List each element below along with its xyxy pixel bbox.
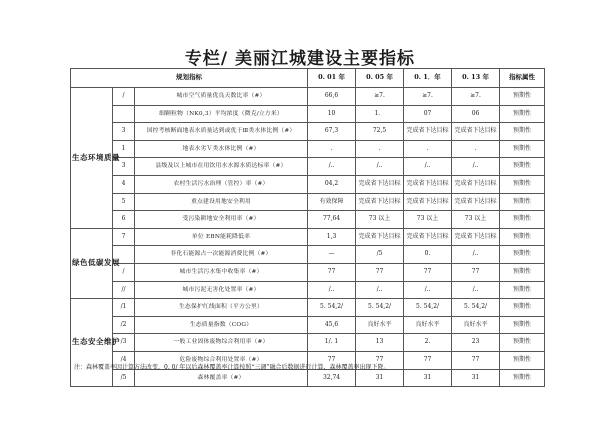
- indicator-name: 单位 EBN能耗降低率: [135, 228, 308, 246]
- value-col1: .: [308, 140, 356, 158]
- value-col2: 73 以上: [356, 211, 404, 229]
- value-col2: 77: [356, 351, 404, 369]
- value-col3: /..: [404, 281, 452, 299]
- value-col3: 5. 54,2/: [404, 299, 452, 317]
- value-col1: /..: [308, 158, 356, 176]
- value-col4: /..: [452, 158, 500, 176]
- row-number: 3: [113, 158, 135, 176]
- value-col2: /5: [356, 246, 404, 264]
- value-col1: —: [308, 246, 356, 264]
- indicator-name: 农村生活污水治理（管控）率（#）: [135, 175, 308, 193]
- row-number: /3: [113, 334, 135, 352]
- page-title: 专栏/ 美丽江城建设主要指标: [184, 49, 416, 69]
- indicator-name: 地表水劣Ｖ类水体比例（#）: [135, 140, 308, 158]
- indicator-name: 细颗粒物（NK0,3）平均浓度（微克/立方米）: [135, 105, 308, 123]
- value-col2: 完成省下达目标: [356, 175, 404, 193]
- category-eco-env: 生态环境质量: [71, 88, 113, 229]
- header-col1: 0. 01 年: [308, 69, 356, 88]
- value-col3: /..: [404, 158, 452, 176]
- value-col3: 77: [404, 351, 452, 369]
- indicator-attribute: 预期性: [500, 281, 545, 299]
- row-number: 4: [113, 175, 135, 193]
- value-col2: 1．: [356, 105, 404, 123]
- value-col4: 完成省下达目标: [452, 123, 500, 141]
- indicator-name: 县级及以上城市在用饮用水水源水质达标率（#）: [135, 158, 308, 176]
- value-col2: /..: [356, 158, 404, 176]
- table-row: [71, 211, 545, 229]
- indicator-attribute: 预期性: [500, 246, 545, 264]
- row-number: [113, 105, 135, 123]
- indicator-name: 一般工业固体废物综合利用率（#）: [135, 334, 308, 352]
- value-col4: 完成省下达目标: [452, 228, 500, 246]
- value-col2: 良好水平: [356, 316, 404, 334]
- table-header-row: [71, 69, 545, 88]
- table-row: [71, 175, 545, 193]
- indicator-attribute: 预期性: [500, 334, 545, 352]
- row-number: /5: [113, 369, 135, 387]
- row-number: 1: [113, 140, 135, 158]
- header-col3: 0. 1．年: [404, 69, 452, 88]
- value-col4: 5. 54,2/: [452, 299, 500, 317]
- value-col4: /..: [452, 246, 500, 264]
- row-number: /4: [113, 351, 135, 369]
- value-col1: 5. 54,2/: [308, 299, 356, 317]
- footnote: 注：森林覆盖率因计算方法改变，0. 0/ 年以后森林覆盖率计算按照“三调”融合后数据进行计算，森林覆盖率出现下降。: [74, 364, 390, 371]
- table-row: [71, 281, 545, 299]
- table-row: [71, 158, 545, 176]
- indicator-name: 重点建设用地安全利用: [135, 193, 308, 211]
- indicator-attribute: 预期性: [500, 140, 545, 158]
- category-eco-safety: 生态安全维护: [71, 299, 113, 387]
- value-col2: ≥7.: [356, 88, 404, 106]
- indicator-name: 生态质量指数（COG）: [135, 316, 308, 334]
- indicator-attribute: 预期性: [500, 88, 545, 106]
- value-col2: 31: [356, 369, 404, 387]
- value-col4: 完成省下达目标: [452, 193, 500, 211]
- value-col4: ≥7.: [452, 88, 500, 106]
- value-col1: 32,74: [308, 369, 356, 387]
- value-col1: /..: [308, 281, 356, 299]
- row-number: 5: [113, 193, 135, 211]
- value-col1: 1/. 1: [308, 334, 356, 352]
- indicator-attribute: 预期性: [500, 105, 545, 123]
- indicator-attribute: 预期性: [500, 228, 545, 246]
- value-col4: 31: [452, 369, 500, 387]
- value-col2: 完成省下达目标: [356, 228, 404, 246]
- indicator-name: 城市空气质量优良天数比率（#）: [135, 88, 308, 106]
- table-row: [71, 369, 545, 387]
- indicator-table: [70, 68, 545, 387]
- indicator-attribute: 预期性: [500, 193, 545, 211]
- value-col1: 77: [308, 263, 356, 281]
- value-col2: 5. 54,2/: [356, 299, 404, 317]
- value-col1: 1,3: [308, 228, 356, 246]
- indicator-attribute: 预期性: [500, 299, 545, 317]
- indicator-attribute: 预期性: [500, 351, 545, 369]
- value-col3: 07: [404, 105, 452, 123]
- value-col1: 04,2: [308, 175, 356, 193]
- value-col4: 23: [452, 334, 500, 352]
- value-col4: /..: [452, 281, 500, 299]
- value-col2: 13: [356, 334, 404, 352]
- value-col3: 77: [404, 263, 452, 281]
- value-col1: 有效保障: [308, 193, 356, 211]
- value-col1: 10: [308, 105, 356, 123]
- indicator-attribute: 预期性: [500, 158, 545, 176]
- table-row: [71, 299, 545, 317]
- row-number: /1: [113, 299, 135, 317]
- value-col1: 77,64: [308, 211, 356, 229]
- table-row: [71, 334, 545, 352]
- category-green-low-carbon: 绿色低碳发展: [71, 228, 113, 298]
- header-indicator: 规划指标: [71, 69, 308, 88]
- indicator-attribute: 预期性: [500, 316, 545, 334]
- table-row: [71, 316, 545, 334]
- value-col4: 77: [452, 263, 500, 281]
- indicator-name: 受污染耕地安全利用率（#）: [135, 211, 308, 229]
- indicator-name: 城市污泥无害化处置率（#）: [135, 281, 308, 299]
- row-number: //: [113, 281, 135, 299]
- table-row: [71, 246, 545, 264]
- value-col4: 完成省下达目标: [452, 175, 500, 193]
- value-col2: 77: [356, 263, 404, 281]
- row-number: /: [113, 263, 135, 281]
- row-number: /: [113, 88, 135, 106]
- value-col4: 73 以上: [452, 211, 500, 229]
- indicator-name: 国控考核断面地表水质量达到或优于Ⅲ类水体比例（#）: [135, 123, 308, 141]
- header-attribute: 指标属性: [500, 69, 545, 88]
- value-col3: 完成省下达目标: [404, 193, 452, 211]
- table-row: [71, 193, 545, 211]
- indicator-attribute: 预期性: [500, 211, 545, 229]
- row-number: 7: [113, 228, 135, 246]
- table-row: [71, 105, 545, 123]
- value-col3: ≥7.: [404, 88, 452, 106]
- value-col3: 完成省下达目标: [404, 175, 452, 193]
- value-col1: 45,6: [308, 316, 356, 334]
- value-col2: 完成省下达目标: [356, 193, 404, 211]
- header-col4: 0. 13 年: [452, 69, 500, 88]
- value-col3: .: [404, 140, 452, 158]
- indicator-name: 城市生活污水集中收集率（#）: [135, 263, 308, 281]
- value-col2: 72,5: [356, 123, 404, 141]
- value-col3: 2.: [404, 334, 452, 352]
- row-number: /2: [113, 316, 135, 334]
- value-col3: 良好水平: [404, 316, 452, 334]
- indicator-name: 非化石能源占一次能源消费比例（#）: [135, 246, 308, 264]
- value-col3: 完成省下达目标: [404, 228, 452, 246]
- row-number: 3: [113, 123, 135, 141]
- value-col2: .: [356, 140, 404, 158]
- value-col4: .: [452, 140, 500, 158]
- value-col3: 31: [404, 369, 452, 387]
- table-row: [71, 140, 545, 158]
- indicator-attribute: 预期性: [500, 369, 545, 387]
- value-col1: 67,3: [308, 123, 356, 141]
- table-row: [71, 123, 545, 141]
- indicator-attribute: 预期性: [500, 175, 545, 193]
- value-col3: 完成省下达目标: [404, 123, 452, 141]
- row-number: 6: [113, 211, 135, 229]
- indicator-name: 生态保护红线面积（平方公里）: [135, 299, 308, 317]
- indicator-name: 危险废物综合利用处置率（#）: [135, 351, 308, 369]
- value-col1: 77: [308, 351, 356, 369]
- indicator-attribute: 预期性: [500, 263, 545, 281]
- value-col3: 73 以上: [404, 211, 452, 229]
- value-col4: 06: [452, 105, 500, 123]
- indicator-attribute: 预期性: [500, 123, 545, 141]
- value-col2: /..: [356, 281, 404, 299]
- table-row: [71, 263, 545, 281]
- indicator-name: 森林覆盖率（#）: [135, 369, 308, 387]
- value-col4: 77: [452, 351, 500, 369]
- table-row: [71, 228, 545, 246]
- value-col1: 66,6: [308, 88, 356, 106]
- value-col4: 良好水平: [452, 316, 500, 334]
- table-row: [71, 88, 545, 106]
- value-col3: 0.: [404, 246, 452, 264]
- header-col2: 0. 05 年: [356, 69, 404, 88]
